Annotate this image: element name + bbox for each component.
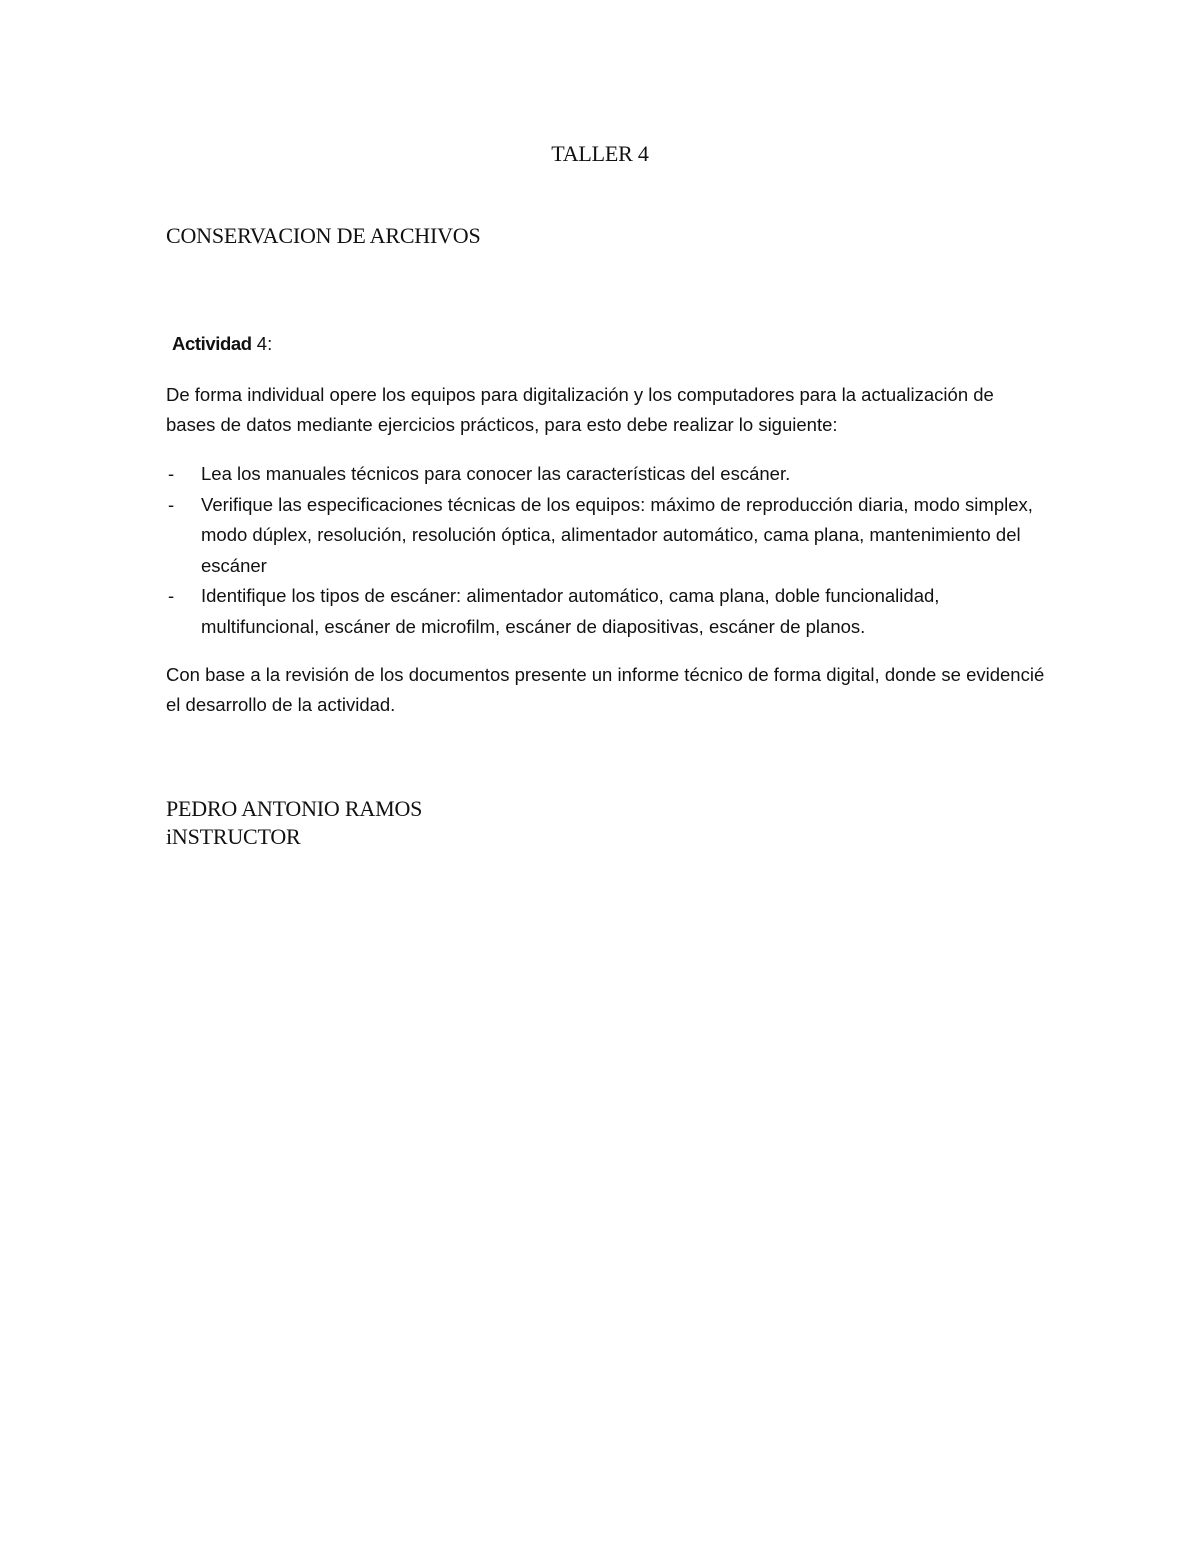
list-item-text: Verifique las especificaciones técnicas de los equipos: máximo de reproducción diaria, modo simplex, modo dúplex, resolución, resolución óptica, alimentador automático, cama plana, mantenimiento del escáner — [201, 493, 1033, 576]
instruction-list — [166, 459, 1046, 642]
document-subtitle: CONSERVACION DE ARCHIVOS — [166, 223, 481, 248]
signature-block — [166, 795, 422, 851]
activity-heading — [172, 331, 272, 357]
activity-label: Actividad — [172, 333, 252, 354]
author-role: iNSTRUCTOR — [166, 824, 301, 849]
list-item-text: Lea los manuales técnicos para conocer las características del escáner. — [201, 463, 791, 484]
bullet-dash: - — [168, 585, 175, 606]
activity-number: 4: — [251, 333, 273, 354]
intro-paragraph: De forma individual opere los equipos para digitalización y los computadores para la actualización de bases de datos mediante ejercicios prácticos, para esto debe realizar lo siguiente: — [166, 384, 994, 435]
bullet-dash: - — [168, 493, 175, 515]
author-name: PEDRO ANTONIO RAMOS — [166, 796, 423, 821]
list-item — [166, 459, 1046, 490]
conclusion-paragraph: Con base a la revisión de los documentos presente un informe técnico de forma digital, donde se evidencié el desarrollo de la actividad. — [166, 664, 1045, 715]
list-item-text: Identifique los tipos de escáner: alimentador automático, cama plana, doble funcionalidad, multifuncional, escáner de microfilm, escáner de diapositivas, escáner de planos. — [201, 585, 940, 637]
bullet-dash: - — [168, 463, 175, 484]
document-title: TALLER 4 — [551, 141, 649, 166]
list-item — [166, 490, 1046, 582]
list-item — [166, 581, 1046, 642]
